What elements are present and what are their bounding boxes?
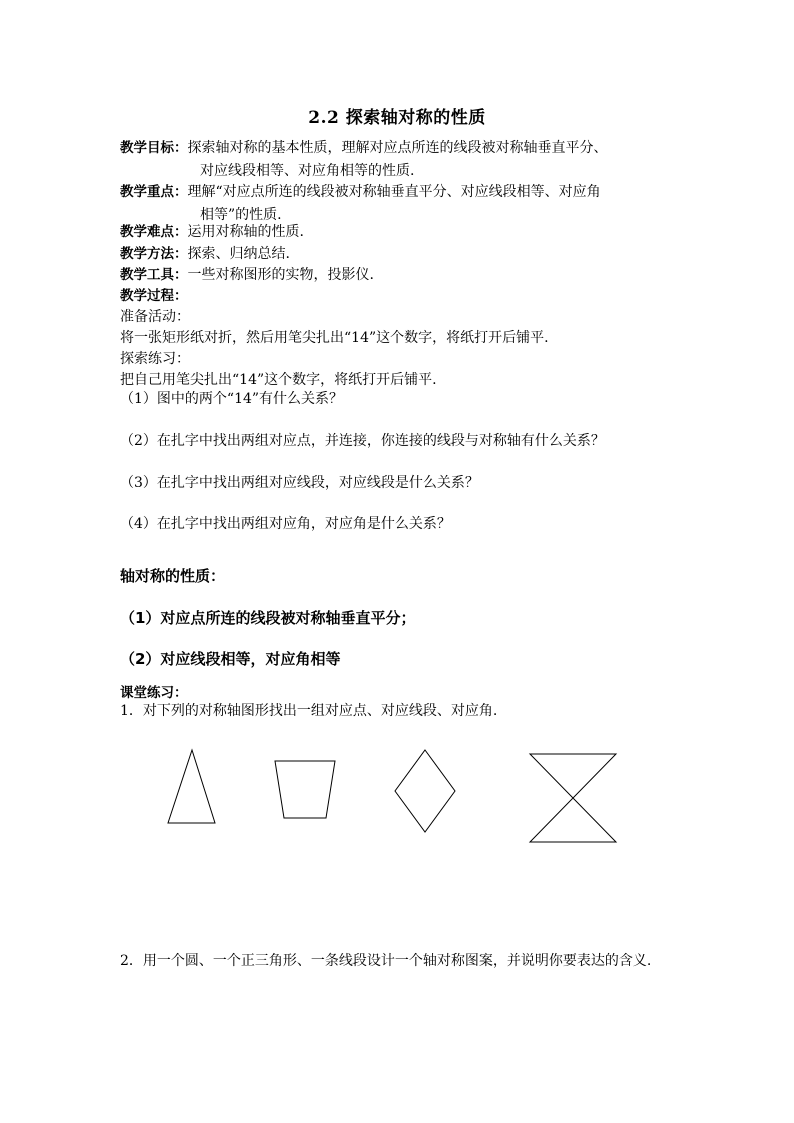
focus-text-2: 相等”的性质.	[200, 207, 282, 223]
focus-label: 教学重点：	[120, 184, 188, 200]
isosceles-triangle-figure	[168, 750, 215, 823]
question-4: （4）在扎字中找出两组对应角，对应角是什么关系？	[120, 516, 451, 532]
exercise-1: 1．对下列的对称轴图形找出一组对应点、对应线段、对应角.	[120, 703, 498, 719]
prep-heading: 准备活动：	[120, 309, 190, 325]
question-2: （2）在扎字中找出两组对应点，并连接，你连接的线段与对称轴有什么关系？	[120, 433, 605, 449]
page-title: 2.2 探索轴对称的性质	[308, 108, 486, 128]
method-block	[120, 243, 680, 266]
method-text: 探索、归纳总结.	[187, 246, 290, 262]
prep-text: 将一张矩形纸对折，然后用笔尖扎出“14”这个数字，将纸打开后铺平.	[120, 330, 549, 346]
method-label: 教学方法：	[120, 246, 188, 262]
tools-text: 一些对称图形的实物，投影仪.	[187, 267, 374, 283]
tools-block	[120, 264, 680, 287]
difficulty-text: 运用对称轴的性质.	[187, 224, 304, 240]
rhombus-figure	[395, 750, 455, 832]
question-3: （3）在扎字中找出两组对应线段，对应线段是什么关系？	[120, 475, 479, 491]
hourglass-figure	[530, 754, 616, 842]
explore-text: 把自己用笔尖扎出“14”这个数字，将纸打开后铺平.	[120, 372, 437, 388]
goal-text-1: 探索轴对称的基本性质，理解对应点所连的线段被对称轴垂直平分、	[187, 140, 608, 156]
process-label: 教学过程：	[120, 288, 188, 304]
difficulty-label: 教学难点：	[120, 224, 188, 240]
trapezoid-figure	[275, 761, 335, 818]
property-1: （1）对应点所连的线段被对称轴垂直平分；	[120, 609, 416, 627]
focus-text-1: 理解“对应点所连的线段被对称轴垂直平分、对应线段相等、对应角	[187, 184, 601, 200]
exercise-2: 2．用一个圆、一个正三角形、一条线段设计一个轴对称图案，并说明你要表达的含义.	[120, 953, 652, 969]
practice-heading: 课堂练习：	[120, 685, 188, 701]
property-2: （2）对应线段相等，对应角相等	[120, 650, 341, 668]
symmetric-figures	[150, 745, 650, 855]
goal-text-2: 对应线段相等、对应角相等的性质.	[200, 163, 415, 179]
properties-heading: 轴对称的性质：	[120, 567, 226, 585]
question-1: （1）图中的两个“14”有什么关系？	[120, 391, 344, 407]
tools-label: 教学工具：	[120, 267, 188, 283]
difficulty-block	[120, 221, 680, 244]
process-block	[120, 285, 680, 308]
goal-block	[120, 137, 680, 183]
explore-heading: 探索练习：	[120, 351, 190, 367]
goal-label: 教学目标：	[120, 140, 188, 156]
